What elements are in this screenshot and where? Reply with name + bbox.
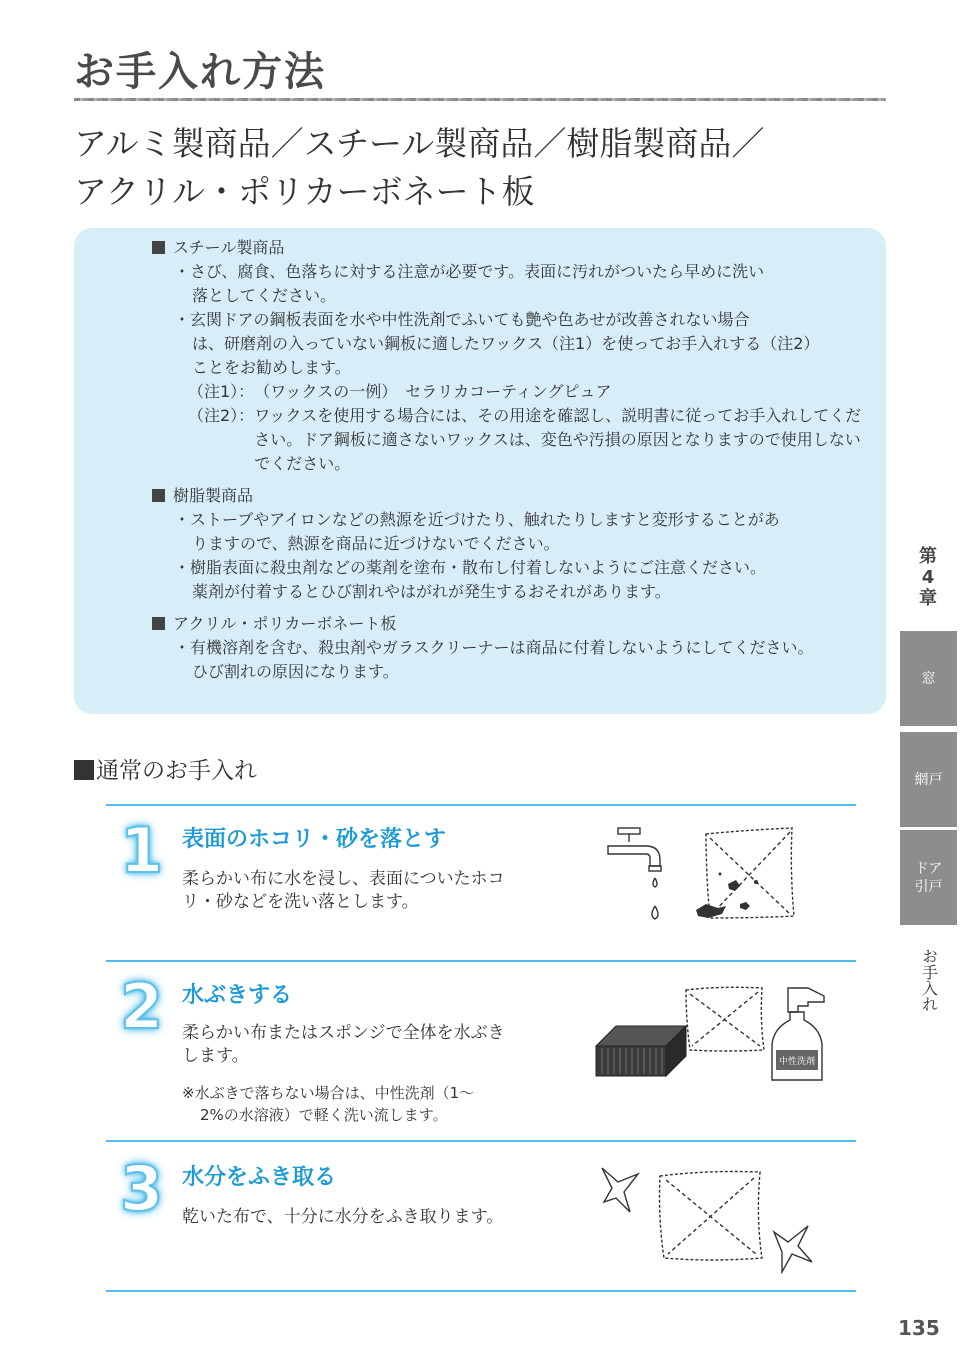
step-number-2: 2 [120, 970, 164, 1043]
step-desc-2: 柔らかい布またはスポンジで全体を水ぶき します。 [182, 1023, 505, 1066]
cloth-icon [696, 828, 794, 918]
step-number-1: 1 [120, 814, 164, 887]
divider [106, 804, 856, 806]
square-bullet-icon [152, 241, 165, 254]
section-heading: 通常のお手入れ [74, 752, 257, 785]
steel-bullet-2: ・玄関ドアの鋼板表面を水や中性洗剤でふいても艶や色あせが改善されない場合 は、研磨剤の入っていない鋼板に適したワックス（注1）を使ってお手入れする（注2） ことをお勧めします。 [174, 310, 820, 377]
step-title-2: 水ぶきする [182, 983, 293, 1008]
faucet-icon [608, 828, 661, 919]
steel-bullet-1: ・さび、腐食、色落ちに対する注意が必要です。表面に汚れがついたら早めに洗い 落としてください。 [174, 262, 765, 305]
sparkle-icon [774, 1226, 812, 1272]
subtitle-line-1: アルミ製商品／スチール製商品／樹脂製商品／ [74, 124, 765, 163]
sponge-cloth-detergent-illustration [594, 984, 834, 1084]
subtitle [74, 120, 874, 216]
square-bullet-icon [74, 760, 94, 780]
cloth-icon [660, 1172, 763, 1261]
title-rule [74, 98, 886, 101]
step-title-3: 水分をふき取る [182, 1165, 337, 1190]
tab-windows[interactable]: 窓 [900, 631, 957, 726]
page-number: 135 [898, 1316, 940, 1340]
cloth-icon [686, 987, 764, 1051]
dry-cloth-illustration [598, 1162, 820, 1274]
steel-heading: スチール製商品 [152, 236, 872, 260]
detergent-bottle-icon [772, 988, 824, 1080]
bottle-label: 中性洗剤 [778, 1057, 816, 1067]
tab-screens[interactable]: 網戸 [900, 731, 957, 827]
acrylic-bullet-1: ・有機溶剤を含む、殺虫剤やガラスクリーナーは商品に付着しないようにしてください。 ひび割れの原因になります。 [174, 638, 814, 681]
faucet-and-cloth-illustration [606, 822, 802, 934]
page-title: お手入れ方法 [74, 49, 326, 95]
divider [106, 960, 856, 962]
info-box [74, 228, 886, 714]
info-content [152, 236, 872, 684]
note-1: （注1）： （ワックスの一例） セラリカコーティングピュア [188, 382, 612, 401]
sparkle-icon [602, 1168, 638, 1212]
step-desc-3: 乾いた布で、十分に水分をふき取ります。 [182, 1207, 504, 1227]
square-bullet-icon [152, 489, 165, 502]
chapter-label: 第 4 章 [919, 546, 937, 609]
resin-bullet-2: ・樹脂表面に殺虫剤などの薬剤を塗布・散布し付着しないようにご注意ください。 薬剤が付着するとひび割れやはがれが発生するおそれがあります。 [174, 558, 767, 601]
step-desc-1: 柔らかい布に水を浸し、表面についたホコ リ・砂などを洗い落とします。 [182, 869, 505, 912]
sponge-icon [596, 1026, 686, 1076]
step-number-3: 3 [120, 1152, 164, 1225]
divider [106, 1290, 856, 1292]
square-bullet-icon [152, 617, 165, 630]
tab-doors[interactable]: ドア 引戸 [900, 829, 957, 925]
subtitle-line-2: アクリル・ポリカーボネート板 [74, 172, 535, 211]
divider [106, 1140, 856, 1142]
step-note-2: ※水ぶきで落ちない場合は、中性洗剤（1～ 2%の水溶液）で軽く洗い流します。 [182, 1084, 475, 1124]
tab-maintenance[interactable]: お手入れ [900, 932, 957, 1027]
note-2: （注2）： ワックスを使用する場合には、その用途を確認し、説明書に従ってお手入れしてください。ドア鋼板に適さないワックスは、変色や汚損の原因となりますので使用しないでください。 [188, 406, 862, 473]
resin-heading: 樹脂製商品 [152, 484, 872, 508]
resin-bullet-1: ・ストーブやアイロンなどの熱源を近づけたり、触れたりしますと変形することがあ りますので、熱源を商品に近づけないでください。 [174, 510, 780, 553]
acrylic-heading: アクリル・ポリカーボネート板 [152, 612, 872, 636]
step-title-1: 表面のホコリ・砂を落とす [182, 827, 447, 852]
